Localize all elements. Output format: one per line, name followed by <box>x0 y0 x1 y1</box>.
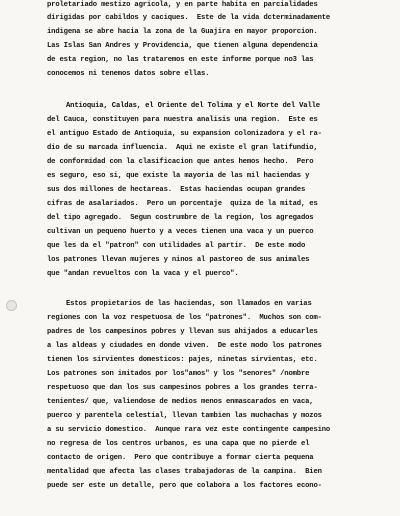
text-line: proletariado mestizo agricola, y en parte habita en parcialidades <box>47 1 318 9</box>
text-line: tenientes/ que, valiendose de medios menos enmascarados en vaca, <box>47 398 314 406</box>
text-line: de esta region, no las trataremos en este informe porque no3 las <box>47 56 314 64</box>
text-line: dirigidas por cabildos y caciques. Este de la vida dcterminadamente <box>47 14 331 22</box>
text-line: no regresa de los centros urbanos, es una capa que no pierde el <box>47 440 310 448</box>
punch-hole <box>6 300 17 311</box>
text-line: puede ser este un detalle, pero que colabora a los factores econo- <box>47 482 322 490</box>
text-line: del tipo agregado. Segun costrumbre de la region, los agregados <box>47 214 314 222</box>
text-line: a su servicio domestico. Aunque rara vez este contingente campesino <box>47 426 331 434</box>
text-line: a las aldeas y ciudades en donde viven. De este modo los patrones <box>47 342 322 350</box>
text-line: padres de los campesinos pobres y llevan sus ahijados a educarles <box>47 328 318 336</box>
text-line: de conformidad con la clasificacion que antes hemos hecho. Pero <box>47 158 314 166</box>
text-line: los patrones llevan mujeres y ninos al pastoreo de sus animales <box>47 256 310 264</box>
text-line: indigena se abre hacia la zona de la Guajira en mayor proporcion. <box>47 28 318 36</box>
text-line: es seguro, eso si, que existe la mayoria de las mil haciendas y <box>47 172 310 180</box>
text-line: respetuoso que dan los sus campesinos pobres a los grandes terra- <box>47 384 318 392</box>
text-line: cifras de asalariados. Pero un porcentaje quiza de la mitad, es <box>47 200 318 208</box>
text-line: el antiguo Estado de Antioquia, su expansion colonizadora y el ra- <box>47 130 322 138</box>
text-line: mentalidad que afecta las clases trabajadoras de la campina. Bien <box>47 468 322 476</box>
text-line: cultivan un pequeno huerto y a veces tienen una vaca y un puerco <box>47 228 314 236</box>
text-line: Las Islas San Andres y Providencia, que tienen alguna dependencia <box>47 42 318 50</box>
text-line: tienen los sirvientes domesticos: pajes, ninetas sirvientas, etc. <box>47 356 318 364</box>
text-line: Los patrones son imitados por los"amos" y los "senores" /nombre <box>47 370 310 378</box>
text-line: regiones con la voz respetuosa de los "patrones". Muchos son com- <box>47 314 322 322</box>
text-line: Estos propietarios de las haciendas, son llamados en varias <box>66 300 312 308</box>
text-line: conocemos ni tenemos datos sobre ellas. <box>47 70 210 78</box>
text-line: del Cauca, constituyen para nuestra analisis una region. Este es <box>47 116 318 124</box>
text-line: puerco y parentela celestial, llevan tambien las muchachas y mozos <box>47 412 322 420</box>
text-line: dio de su marcada influencia. Aqui ne existe el gran latifundio, <box>47 144 318 152</box>
text-line: Antioquia, Caldas, el Oriente del Tolima y el Norte del Valle <box>66 102 320 110</box>
text-line: sus dos millones de hectareas. Estas haciendas ocupan grandes <box>47 186 306 194</box>
text-line: contacto de origen. Pero que contribuye a formar cierta pequena <box>47 454 314 462</box>
text-line: que "andan revueltos con la vaca y el puerco". <box>47 270 239 278</box>
text-line: que les da el "patron" con utilidades al partir. De este modo <box>47 242 306 250</box>
